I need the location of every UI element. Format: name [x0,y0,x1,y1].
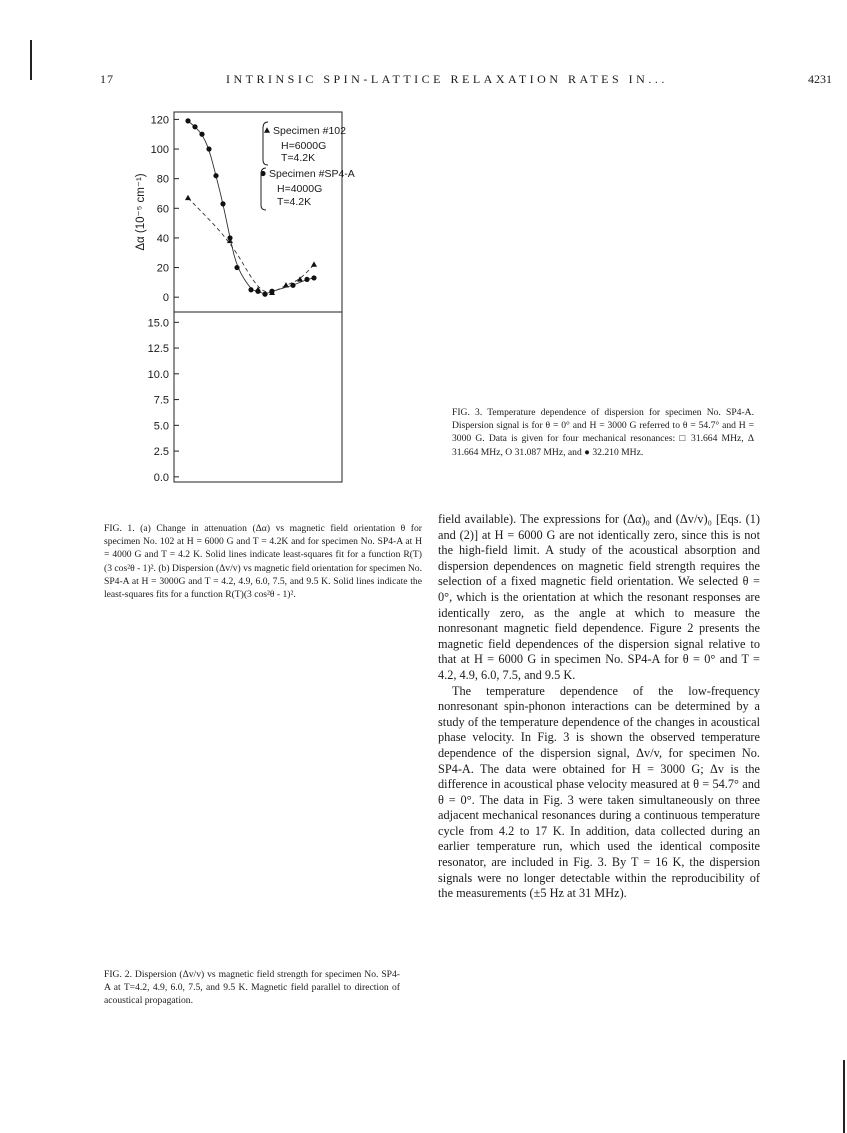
fig1a-legend-entry: T=4.2K [277,196,312,208]
fig1b-frame [174,312,342,482]
fig1a-point [269,289,274,294]
fig2-caption: FIG. 2. Dispersion (Δv/v) vs magnetic field strength for specimen No. SP4-A at T=4.2, 4.9, 6.0, 7.5, and 9.5 K. Magnetic field parallel to direction of acoustical propagation. [104,969,400,1007]
fig1a-legend-entry: Specimen #SP4-A [269,168,355,180]
paragraph-2: The temperature dependence of the low-frequency nonresonant spin-phonon interactions can be determined by a study of the temperature dependence of the changes in acoustical phase velocity. In Fig. 3 is shown the observed temperature dependence of the dispersion signal, Δv/v, for specimen No. SP4-A. The data were obtained for H = 3000 G; Δv is the difference in acoustical phase velocity measured at θ = 54.7° and θ = 0°. The data in Fig. 3 were taken simultaneously on three adjacent mechanical resonances during a continuous temperature cycle from 4.2 to 17 K. In addition, data collected during an earlier temperature run, which used the identical composite resonator, are included in Fig. 3. By T = 16 K, the dispersion signals were no longer detectable within the reproducibility of the measurements (±5 Hz at 31 MHz). [438,683,760,901]
fig1a-point [220,201,225,206]
fig1a-ytick-label: 120 [150,114,169,127]
paragraph-1: field available). The expressions for (Δα)₀ and (Δv/v)₀ [Eqs. (1) and (2)] at H = 6000 G are not identically zero, since this is not the high-field limit. A study of the acoustical absorption and dispersion dependences on magnetic field strength requires the selection of a fixed magnetic field orientation. We selected θ = 0°, which is the orientation at which the resonant responses are identically zero, as the angle at which to measure the nonresonant magnetic field dependence. Figure 2 presents the magnetic field dependences of the dispersion signal relative to that at H = 6000 G in specimen No. SP4-A for θ = 0° and T = 4.2, 4.9, 6.0, 7.5, and 9.5 K. [438,512,760,682]
fig1a-point [262,292,267,297]
fig1a-legend-entry: H=6000G [281,140,327,152]
fig1a-chart [135,112,355,312]
fig1a-ytick-label: 80 [156,173,169,186]
fig1a-point [199,132,204,137]
fig1b-ytick-label: 0.0 [153,471,169,484]
fig1a-fit-curve [188,198,314,292]
running-title: INTRINSIC SPIN-LATTICE RELAXATION RATES IN... [226,72,668,86]
fig1b-ytick-label: 12.5 [147,343,169,356]
fig1b-ytick-label: 2.5 [153,446,169,459]
body-text [438,512,760,902]
scan-edge-left [30,40,32,80]
fig1a-point [185,118,190,123]
fig1a-legend-entry: H=4000G [277,183,323,195]
fig1a-point [213,173,218,178]
fig1a-ylabel: Δα (10⁻⁵ cm⁻¹) [135,173,147,251]
page-number: 4231 [808,72,832,86]
page-tag: 17 [100,72,114,86]
fig1a-legend-entry: Specimen #102 [273,125,346,137]
fig1a-ytick-label: 40 [156,232,169,245]
scan-edge-right [843,1060,845,1133]
fig1a-point [192,124,197,129]
fig1a-ytick-label: 20 [156,262,169,275]
fig1a-point [234,265,239,270]
fig1a-ytick-label: 0 [162,292,169,305]
fig1a-point [290,283,295,288]
fig1b-ytick-label: 5.0 [153,420,169,433]
fig1b-chart [148,312,342,484]
fig1a-legend-marker [264,127,270,132]
fig1a-point [311,275,316,280]
fig1a-ytick-label: 60 [156,203,169,216]
fig1a-point [304,277,309,282]
fig3-caption: FIG. 3. Temperature dependence of dispersion for specimen No. SP4-A. Dispersion signal is for θ = 0° and H = 3000 G referred to θ = 54.7° and H = 3000 G. Data is given for four mechanical resonances: □ 31.664 MHz, Δ 31.664 MHz, O 31.087 MHz, and ● 32.210 MHz. [452,407,754,458]
fig1-caption: FIG. 1. (a) Change in attenuation (Δα) vs magnetic field orientation θ for specimen No. 102 at H = 6000 G and T = 4.2K and for specimen No. SP4-A at H = 4000 G and T = 4.2 K. Solid lines indicate least-squares fit for a function R(T) (3 cos²θ - 1)². (b) Dispersion (Δv/v) vs magnetic field orientation for specimen No. SP4-A at H = 3000G and T = 4.2, 4.9, 6.0, 7.5, and 9.5 K. Solid lines indicate the least-squares fits for a function R(T)(3 cos²θ - 1)². [104,523,422,601]
fig1a-point [311,261,317,266]
fig1a-legend-entry: T=4.2K [281,152,316,164]
fig1a-ytick-label: 100 [150,144,169,157]
fig1b-ytick-label: 10.0 [147,368,169,381]
fig1a-point [206,146,211,151]
fig1a-point [227,235,232,240]
fig1a-point [248,287,253,292]
fig1a-point [185,195,191,200]
fig1a-point [255,289,260,294]
fig1b-ytick-label: 7.5 [153,394,169,407]
fig1b-ytick-label: 15.0 [147,317,169,330]
